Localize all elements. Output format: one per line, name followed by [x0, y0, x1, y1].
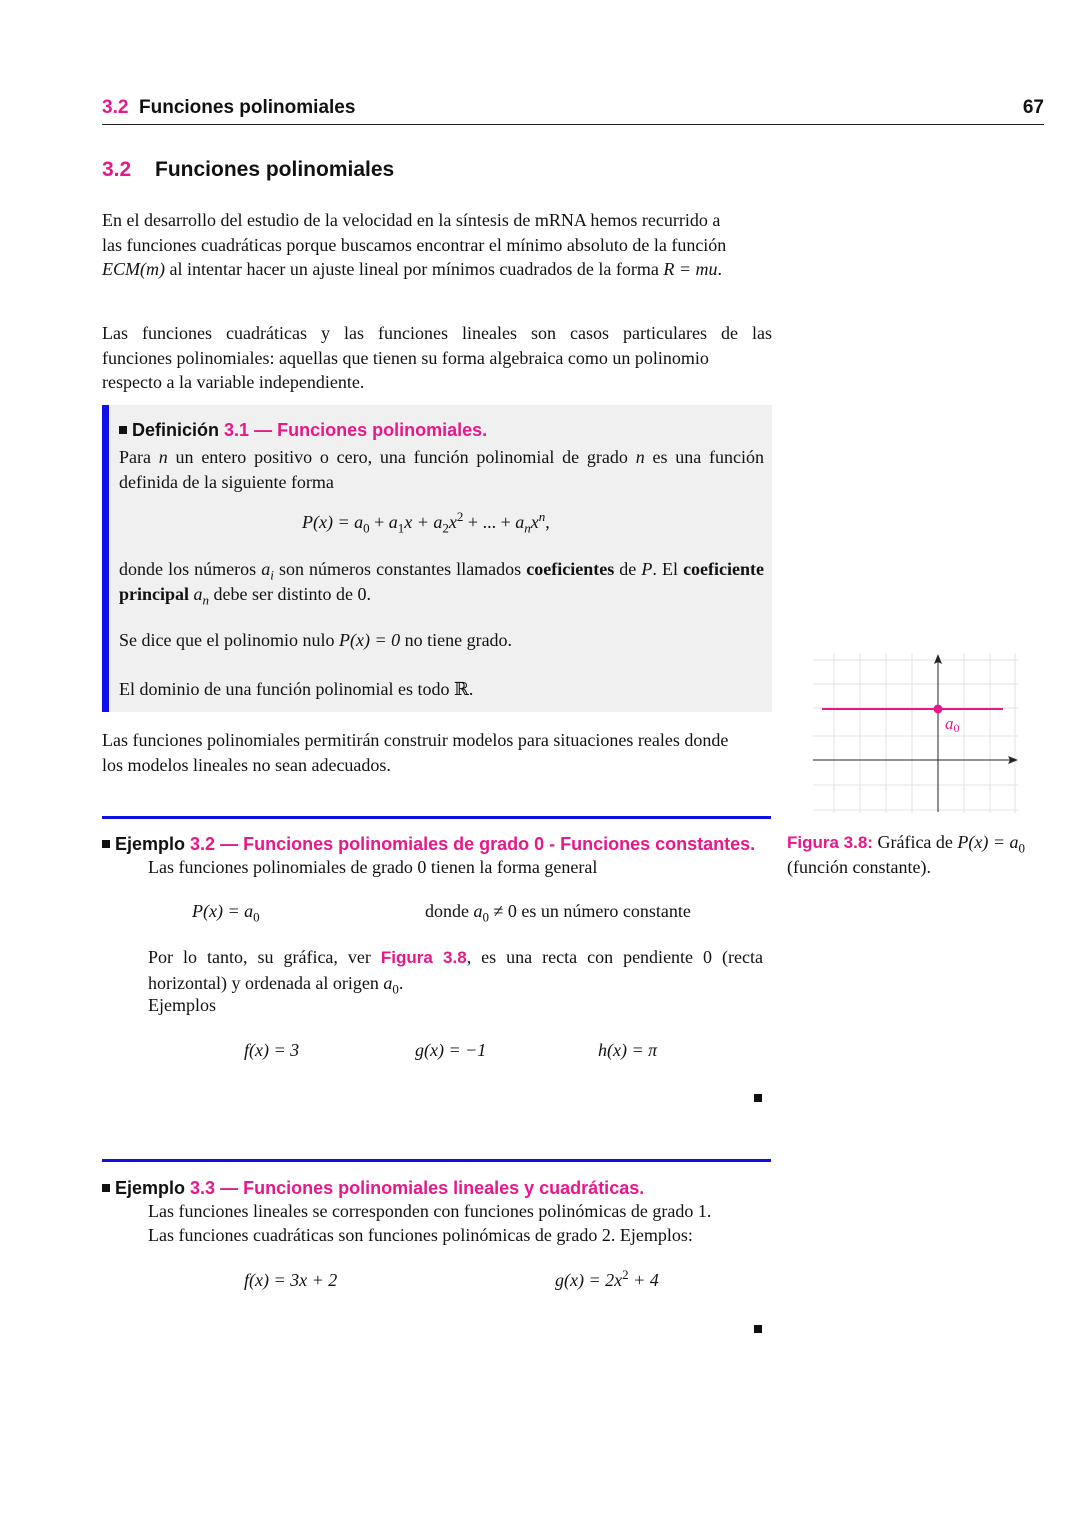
example-text: Las funciones cuadráticas son funciones polinómicas de grado 2. Ejemplos: [148, 1225, 693, 1245]
example-f: f(x) = 3x + 2 [244, 1270, 338, 1290]
text-line [148, 945, 763, 971]
math-n: n [635, 447, 645, 467]
example-text: Las funciones polinomiales de grado 0 tienen la forma general [148, 857, 598, 877]
text-run: . [717, 259, 722, 279]
constant-formula [192, 901, 260, 925]
formula-sub: 1 [397, 520, 405, 536]
formula-part: x [530, 512, 539, 532]
header-section-number: 3.2 [102, 97, 129, 118]
example-text: Las funciones lineales se corresponden con funciones polinómicas de grado 1. [148, 1201, 712, 1221]
text-run: de [614, 559, 642, 579]
a0-label-a: a [945, 714, 954, 733]
bullet-square-icon [119, 426, 127, 434]
math-pxa0: P(x) = a [957, 832, 1019, 852]
section-number: 3.2 [102, 158, 132, 181]
text-line: Las funciones polinomiales permitirán construir modelos para situaciones reales donde [102, 730, 729, 750]
text-run: no tiene grado. [400, 630, 513, 650]
text-run: horizontal) y ordenada al origen [148, 972, 384, 993]
math-r-mu: R = mu [663, 259, 718, 279]
example-heading [102, 1178, 644, 1199]
text-line: En el desarrollo del estudio de la velocidad en la síntesis de mRNA hemos recurrido a [102, 210, 721, 230]
end-of-example-icon [754, 1094, 762, 1102]
figure-reference-link[interactable]: Figura 3.8 [380, 948, 467, 967]
constant-function-graph [808, 648, 1023, 816]
formula-part: P(x) = a [192, 901, 254, 921]
examples-label: Ejemplos [148, 995, 216, 1015]
math-sub: 0 [1018, 840, 1026, 856]
text-line: las funciones cuadráticas porque buscamos encontrar el mínimo absoluto de la función [102, 234, 727, 255]
definition-text [119, 445, 764, 494]
formula-part: x [448, 512, 457, 532]
math-a: a [473, 901, 483, 921]
y-axis [934, 654, 942, 812]
bullet-square-icon [102, 840, 110, 848]
text-run: al intentar hacer un ajuste lineal por mínimos cuadrados de la forma [165, 259, 664, 279]
math-sub: 0 [482, 909, 489, 925]
formula-sup: 2 [622, 1267, 629, 1282]
text-line [102, 257, 772, 282]
definition-domain: El dominio de una función polinomial es todo ℝ. [119, 679, 474, 699]
formula-part: a [388, 512, 398, 532]
math-px0: P(x) = 0 [338, 630, 401, 650]
intro-paragraph-2 [102, 321, 772, 395]
example-number: 3.3 [190, 1178, 216, 1198]
formula-part: g(x) = 2x [555, 1270, 623, 1290]
example-paragraph [148, 945, 763, 995]
definition-label: Definición [132, 420, 220, 440]
text-line: respecto a la variable independiente. [102, 372, 365, 392]
example-label: Ejemplo [115, 1178, 186, 1198]
constant-condition [425, 901, 691, 925]
definition-null-polynomial [119, 630, 512, 651]
definition-accent-bar [102, 405, 109, 712]
bold-term: coeficientes [526, 559, 615, 579]
bold-term: coeficiente principal [119, 559, 765, 604]
formula-sub: n [524, 520, 531, 536]
text-run: es una función definida de la siguiente forma [119, 447, 764, 492]
example-title: — Funciones polinomiales lineales y cuadráticas. [220, 1178, 645, 1198]
example-rule [102, 816, 771, 819]
math-m: (m) [140, 259, 165, 279]
text-run: donde [425, 901, 474, 921]
definition-title: — Funciones polinomiales. [254, 420, 488, 440]
section-title: Funciones polinomiales [155, 158, 395, 181]
text-run: . [398, 972, 404, 993]
text-run: debe ser distinto de 0. [209, 583, 371, 604]
formula-sup: 2 [456, 509, 464, 524]
text-line: Las funciones cuadráticas y las funciones lineales son casos particulares de las [102, 323, 772, 343]
header-section-title: Funciones polinomiales [139, 97, 356, 118]
formula-part: , [545, 512, 550, 532]
text-run: Para [119, 447, 159, 467]
graph-grid [813, 653, 1018, 813]
a0-label [945, 714, 960, 735]
text-line [148, 971, 763, 996]
running-header [102, 96, 1044, 125]
text-run: un entero positivo o cero, una función polinomial de grado [167, 447, 636, 467]
text-run: . El [652, 559, 684, 579]
example-h: h(x) = π [598, 1040, 658, 1060]
example-heading [102, 834, 755, 855]
definition-coefficients-text [119, 557, 764, 606]
x-axis [813, 756, 1018, 764]
formula-sub: 0 [253, 909, 260, 925]
math-sub: 0 [392, 981, 399, 997]
definition-number: 3.1 [224, 420, 250, 440]
text-line: funciones polinomiales: aquellas que tienen su forma algebraica como un polinomio [102, 347, 709, 368]
text-run: son números constantes llamados [273, 559, 527, 579]
formula-part: x + [404, 512, 434, 532]
text-line: los modelos lineales no sean adecuados. [102, 754, 391, 775]
text-run: (función constante). [787, 857, 931, 877]
example-rule [102, 1159, 771, 1162]
text-run: , es una recta con pendiente 0 (recta [466, 947, 763, 967]
definition-heading [119, 420, 487, 441]
y-intercept-point [934, 705, 943, 714]
formula-sup: n [538, 509, 546, 524]
math-n: n [158, 447, 168, 467]
example-label: Ejemplo [115, 834, 186, 854]
math-a: a [383, 972, 393, 993]
formula-part: + 4 [628, 1270, 659, 1290]
polynomial-formula [302, 509, 550, 536]
example-title: — Funciones polinomiales de grado 0 - Funciones constantes. [220, 834, 756, 854]
math-sub: n [202, 592, 210, 608]
text-run: ≠ 0 es un número constante [489, 901, 691, 921]
formula-sub: 2 [442, 520, 449, 536]
paragraph-3 [102, 728, 772, 777]
example-g: g(x) = −1 [415, 1040, 487, 1060]
math-sub: i [270, 567, 274, 583]
formula-part: + ... + [463, 512, 516, 532]
page-number: 67 [1022, 97, 1044, 118]
formula-sub: 0 [363, 520, 370, 536]
formula-part: P(x) = [302, 512, 355, 532]
math-a: a [193, 583, 203, 604]
intro-paragraph-1 [102, 208, 772, 282]
formula-part: a [433, 512, 443, 532]
math-ecm: ECM [102, 259, 140, 279]
bullet-square-icon [102, 1184, 110, 1192]
definition-box [102, 405, 772, 712]
formula-part: + [369, 512, 389, 532]
text-run: Gráfica de [872, 832, 958, 852]
figure-caption-label: Figura 3.8: [787, 833, 873, 852]
text-run: Se dice que el polinomio nulo [119, 630, 339, 650]
formula-part: a [354, 512, 364, 532]
a0-label-sub: 0 [953, 721, 960, 735]
text-run: Por lo tanto, su gráfica, ver [148, 947, 381, 967]
math-p: P [641, 559, 653, 579]
math-a: a [261, 559, 271, 579]
example-f: f(x) = 3 [244, 1040, 300, 1060]
figure-caption [787, 830, 1047, 879]
end-of-example-icon [754, 1325, 762, 1333]
example-g [555, 1267, 659, 1291]
text-run: donde los números [119, 559, 262, 579]
formula-part: a [515, 512, 525, 532]
example-number: 3.2 [190, 834, 216, 854]
